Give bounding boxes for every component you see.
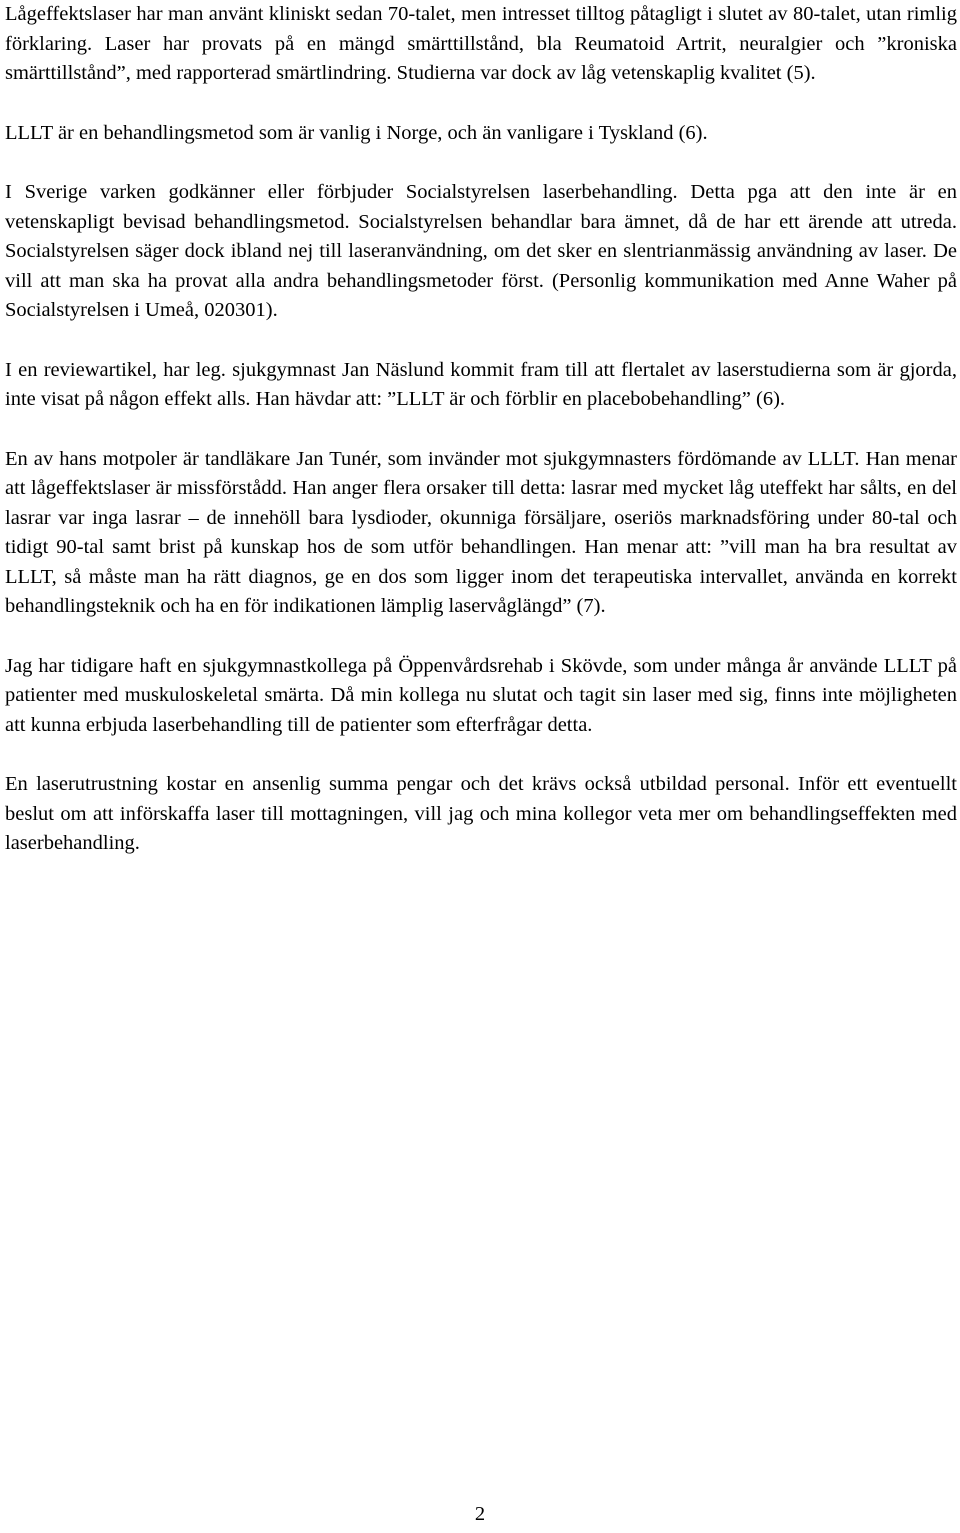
paragraph-laser-equipment-cost: En laserutrustning kostar en ansenlig summa pengar och det krävs också utbildad personal. Inför ett eventuellt beslut om att införskaffa laser till mottagningen, vill jag och mina kollegor veta mer om behandlingseffekten med laserbehandling.	[5, 773, 957, 854]
paragraph-lllt-norway-germany: LLLT är en behandlingsmetod som är vanlig i Norge, och än vanligare i Tyskland (6).	[5, 121, 708, 144]
document-body	[5, 0, 957, 889]
paragraph-socialstyrelsen: I Sverige varken godkänner eller förbjuder Socialstyrelsen laserbehandling. Detta pga att den inte är en vetenskapligt bevisad behandlingsmetod. Socialstyrelsen behandlar bara ämnet, då de har ett ärende att utreda. Socialstyrelsen säger dock ibland nej till laseranvändning, om det sker en slentrianmässig användning av laser. De vill att man ska ha provat alla andra behandlingsmetoder först. (Personlig kommunikation med Anne Waher på Socialstyrelsen i Umeå, 020301).	[5, 181, 957, 321]
paragraph-colleague-skovde: Jag har tidigare haft en sjukgymnastkollega på Öppenvårdsrehab i Skövde, som under många år använde LLLT på patienter med muskuloskeletal smärta. Då min kollega nu slutat och tagit sin laser med sig, finns inte möjligheten att kunna erbjuda laserbehandling till de patienter som efterfrågar detta.	[5, 654, 957, 736]
paragraph-lagseffektslaser-history: Lågeffektslaser har man använt kliniskt sedan 70-talet, men intresset tilltog påtagligt i slutet av 80-talet, utan rimlig förklaring. Laser har provats på en mängd smärttillstånd, bla Reumatoid Artrit, neuralgier och ”kroniska smärttillstånd”, med rapporterad smärtlindring. Studierna var dock av låg vetenskaplig kvalitet (5).	[5, 3, 957, 84]
paragraph-review-article: I en reviewartikel, har leg. sjukgymnast Jan Näslund kommit fram till att flertalet av laserstudierna som är gjorda, inte visat på någon effekt alls. Han hävdar att: ”LLLT är och förblir en placebobehandling” (6).	[5, 358, 957, 410]
page-number: 2	[474, 1503, 486, 1525]
paragraph-jan-tuner: En av hans motpoler är tandläkare Jan Tunér, som invänder mot sjukgymnasters fördömande av LLLT. Han menar att lågeffektslaser är missförstådd. Han anger flera orsaker till detta: lasrar med mycket låg uteffekt har sålts, en del lasrar var inga lasrar – de innehöll bara lysdioder, okunniga försäljare, oseriös marknadsföring under 80-tal och tidigt 90-tal samt brist på kunskap hos de som utför behandlingen. Han menar att: ”vill man ha bra resultat av LLLT, så måste man ha rätt diagnos, ge en dos som ligger inom det terapeutiska intervallet, använda en korrekt behandlingsteknik och ha en för indikationen lämplig laservåglängd” (7).	[5, 447, 957, 617]
